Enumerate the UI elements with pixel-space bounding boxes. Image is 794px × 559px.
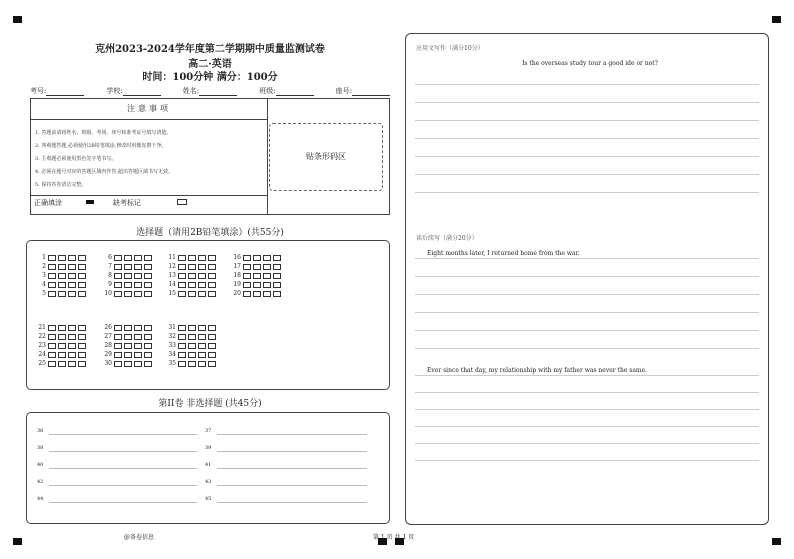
question-row-27	[103, 333, 152, 340]
question-number: 30	[104, 360, 112, 367]
option-bubble-1-C[interactable]	[68, 255, 76, 261]
option-bubble-24-D[interactable]	[78, 352, 86, 358]
question-number: 31	[168, 324, 176, 331]
question-number: 27	[104, 333, 112, 340]
option-bubble-8-A[interactable]	[114, 273, 122, 279]
answer-number: 41	[205, 462, 212, 468]
option-bubble-2-C[interactable]	[68, 264, 76, 270]
answer-line-45[interactable]	[217, 502, 367, 503]
option-bubble-2-A[interactable]	[48, 264, 56, 270]
option-bubble-31-A[interactable]	[178, 325, 186, 331]
writing-line[interactable]	[415, 443, 759, 444]
option-bubble-16-C[interactable]	[263, 255, 271, 261]
option-bubble-30-D[interactable]	[144, 361, 152, 367]
notice-item: 3. 主观题必须使用黑色签字笔书写。	[35, 156, 117, 162]
question-row-20	[232, 290, 281, 297]
option-bubble-17-B[interactable]	[253, 264, 261, 270]
option-bubble-29-D[interactable]	[144, 352, 152, 358]
option-bubble-26-C[interactable]	[134, 325, 142, 331]
option-bubble-11-C[interactable]	[198, 255, 206, 261]
option-bubble-6-C[interactable]	[134, 255, 142, 261]
question-row-15	[167, 290, 216, 297]
option-bubble-32-D[interactable]	[208, 334, 216, 340]
answer-number: 43	[205, 479, 212, 485]
option-bubble-20-C[interactable]	[263, 291, 271, 297]
option-bubble-21-C[interactable]	[68, 325, 76, 331]
option-bubble-4-C[interactable]	[68, 282, 76, 288]
question-number: 20	[233, 290, 241, 297]
option-bubble-9-B[interactable]	[124, 282, 132, 288]
exam-subtitle: 高二·英语	[188, 59, 232, 70]
option-bubble-27-A[interactable]	[114, 334, 122, 340]
option-bubble-23-B[interactable]	[58, 343, 66, 349]
option-bubble-29-A[interactable]	[114, 352, 122, 358]
question-number: 3	[42, 272, 46, 279]
option-bubble-32-A[interactable]	[178, 334, 186, 340]
option-bubble-20-A[interactable]	[243, 291, 251, 297]
applied-writing-prompt: Is the overseas study tour a good ide or not?	[522, 60, 658, 67]
option-bubble-18-C[interactable]	[263, 273, 271, 279]
option-bubble-22-D[interactable]	[78, 334, 86, 340]
question-row-13	[167, 272, 216, 279]
answer-line-42[interactable]	[49, 485, 197, 486]
question-row-18	[232, 272, 281, 279]
option-bubble-17-A[interactable]	[243, 264, 251, 270]
correct-fill-sample	[86, 200, 94, 204]
option-bubble-27-C[interactable]	[134, 334, 142, 340]
writing-line[interactable]	[415, 409, 759, 410]
info-field-name[interactable]: 姓名:	[183, 86, 237, 96]
option-bubble-4-A[interactable]	[48, 282, 56, 288]
footer-left: @备卷信息	[124, 534, 155, 541]
option-bubble-14-A[interactable]	[178, 282, 186, 288]
option-bubble-5-B[interactable]	[58, 291, 66, 297]
question-number: 18	[233, 272, 241, 279]
fill-example-row	[31, 191, 268, 214]
writing-line[interactable]	[415, 460, 759, 461]
question-row-2	[37, 263, 86, 270]
writing-line[interactable]	[415, 392, 759, 393]
writing-line[interactable]	[415, 312, 759, 313]
option-bubble-33-D[interactable]	[208, 343, 216, 349]
notice-body	[31, 119, 268, 196]
option-bubble-33-A[interactable]	[178, 343, 186, 349]
option-bubble-31-C[interactable]	[198, 325, 206, 331]
option-bubble-28-D[interactable]	[144, 343, 152, 349]
info-field-seat[interactable]: 座号:	[336, 86, 390, 96]
option-bubble-28-A[interactable]	[114, 343, 122, 349]
option-bubble-12-A[interactable]	[178, 264, 186, 270]
option-bubble-18-B[interactable]	[253, 273, 261, 279]
option-bubble-25-A[interactable]	[48, 361, 56, 367]
option-bubble-32-C[interactable]	[198, 334, 206, 340]
question-number: 11	[168, 254, 176, 261]
option-bubble-19-B[interactable]	[253, 282, 261, 288]
question-row-7	[103, 263, 152, 270]
option-bubble-7-B[interactable]	[124, 264, 132, 270]
option-bubble-5-D[interactable]	[78, 291, 86, 297]
option-bubble-8-B[interactable]	[124, 273, 132, 279]
question-row-11	[167, 254, 216, 261]
choice-section-title: 选择题（请用2B铅笔填涂）(共55分)	[136, 228, 284, 238]
question-number: 8	[108, 272, 112, 279]
question-row-5	[37, 290, 86, 297]
notice-header: 注意事项	[31, 99, 268, 120]
answer-number: 38	[37, 445, 44, 451]
applied-writing-title: 应用文写作（满分10分）	[416, 45, 484, 52]
question-number: 13	[168, 272, 176, 279]
option-bubble-12-C[interactable]	[198, 264, 206, 270]
question-row-21	[37, 324, 86, 331]
absent-checkbox[interactable]	[177, 199, 187, 205]
option-bubble-5-A[interactable]	[48, 291, 56, 297]
question-number: 24	[38, 351, 46, 358]
question-number: 10	[104, 290, 112, 297]
choice-answer-box	[26, 240, 390, 390]
question-number: 34	[168, 351, 176, 358]
option-bubble-1-B[interactable]	[58, 255, 66, 261]
option-bubble-33-B[interactable]	[188, 343, 196, 349]
corner-mark-tl	[13, 16, 22, 23]
option-bubble-13-D[interactable]	[208, 273, 216, 279]
option-bubble-11-B[interactable]	[188, 255, 196, 261]
answer-line-40[interactable]	[49, 468, 197, 469]
question-number: 14	[168, 281, 176, 288]
answer-number: 40	[37, 462, 44, 468]
answer-line-38[interactable]	[49, 451, 197, 452]
question-number: 33	[168, 342, 176, 349]
option-bubble-9-A[interactable]	[114, 282, 122, 288]
option-bubble-16-A[interactable]	[243, 255, 251, 261]
answer-line-36[interactable]	[49, 434, 197, 435]
writing-line[interactable]	[415, 102, 759, 103]
notice-item: 4. 必须在题号对应的答题区域内作答,超出答题区域书写无效。	[35, 169, 173, 175]
option-bubble-16-D[interactable]	[273, 255, 281, 261]
question-number: 5	[42, 290, 46, 297]
question-number: 35	[168, 360, 176, 367]
writing-line[interactable]	[415, 294, 759, 295]
option-bubble-26-B[interactable]	[124, 325, 132, 331]
question-row-24	[37, 351, 86, 358]
option-bubble-25-C[interactable]	[68, 361, 76, 367]
question-row-33	[167, 342, 216, 349]
writing-line[interactable]	[415, 426, 759, 427]
answer-number: 44	[37, 496, 44, 502]
option-bubble-15-C[interactable]	[198, 291, 206, 297]
notice-item: 5. 保持答卷清洁完整。	[35, 182, 87, 188]
option-bubble-18-D[interactable]	[273, 273, 281, 279]
option-bubble-22-A[interactable]	[48, 334, 56, 340]
correct-fill-label: 正确填涂	[34, 199, 62, 207]
option-bubble-20-B[interactable]	[253, 291, 261, 297]
option-bubble-11-A[interactable]	[178, 255, 186, 261]
writing-line[interactable]	[415, 120, 759, 121]
option-bubble-34-C[interactable]	[198, 352, 206, 358]
option-bubble-24-A[interactable]	[48, 352, 56, 358]
option-bubble-3-D[interactable]	[78, 273, 86, 279]
option-bubble-31-B[interactable]	[188, 325, 196, 331]
question-row-4	[37, 281, 86, 288]
question-row-19	[232, 281, 281, 288]
option-bubble-34-A[interactable]	[178, 352, 186, 358]
option-bubble-5-C[interactable]	[68, 291, 76, 297]
option-bubble-8-C[interactable]	[134, 273, 142, 279]
answer-number: 36	[37, 428, 44, 434]
option-bubble-11-D[interactable]	[208, 255, 216, 261]
option-bubble-6-D[interactable]	[144, 255, 152, 261]
exam-time-score: 时间：100分钟 满分：100分	[142, 72, 278, 83]
option-bubble-15-D[interactable]	[208, 291, 216, 297]
question-row-30	[103, 360, 152, 367]
option-bubble-12-B[interactable]	[188, 264, 196, 270]
option-bubble-3-B[interactable]	[58, 273, 66, 279]
option-bubble-24-C[interactable]	[68, 352, 76, 358]
question-number: 22	[38, 333, 46, 340]
option-bubble-21-D[interactable]	[78, 325, 86, 331]
option-bubble-18-A[interactable]	[243, 273, 251, 279]
question-row-35	[167, 360, 216, 367]
option-bubble-9-D[interactable]	[144, 282, 152, 288]
option-bubble-24-B[interactable]	[58, 352, 66, 358]
corner-mark-br	[772, 538, 781, 545]
option-bubble-6-A[interactable]	[114, 255, 122, 261]
question-number: 32	[168, 333, 176, 340]
option-bubble-14-C[interactable]	[198, 282, 206, 288]
option-bubble-17-D[interactable]	[273, 264, 281, 270]
option-bubble-23-D[interactable]	[78, 343, 86, 349]
question-number: 1	[42, 254, 46, 261]
option-bubble-7-D[interactable]	[144, 264, 152, 270]
answer-number: 39	[205, 445, 212, 451]
option-bubble-15-A[interactable]	[178, 291, 186, 297]
question-row-16	[232, 254, 281, 261]
option-bubble-10-A[interactable]	[114, 291, 122, 297]
option-bubble-1-D[interactable]	[78, 255, 86, 261]
option-bubble-19-C[interactable]	[263, 282, 271, 288]
option-bubble-12-D[interactable]	[208, 264, 216, 270]
question-row-26	[103, 324, 152, 331]
info-row	[30, 86, 390, 96]
writing-box	[405, 33, 769, 525]
option-bubble-10-C[interactable]	[134, 291, 142, 297]
option-bubble-2-D[interactable]	[78, 264, 86, 270]
option-bubble-3-C[interactable]	[68, 273, 76, 279]
writing-line[interactable]	[415, 258, 759, 259]
continuation-para1: Eight months later, I returned home from the war.	[427, 250, 580, 257]
option-bubble-4-B[interactable]	[58, 282, 66, 288]
option-bubble-35-A[interactable]	[178, 361, 186, 367]
notice-item: 1. 答题前请将姓名、班级、考场、座号和准考证号填写清楚。	[35, 130, 172, 136]
nonchoice-section-title: 第II卷 非选择题 (共45分)	[158, 399, 262, 409]
answer-line-43[interactable]	[217, 485, 367, 486]
question-row-22	[37, 333, 86, 340]
option-bubble-10-D[interactable]	[144, 291, 152, 297]
option-bubble-30-C[interactable]	[134, 361, 142, 367]
option-bubble-31-D[interactable]	[208, 325, 216, 331]
question-number: 16	[233, 254, 241, 261]
question-row-23	[37, 342, 86, 349]
option-bubble-28-B[interactable]	[124, 343, 132, 349]
question-row-31	[167, 324, 216, 331]
option-bubble-21-A[interactable]	[48, 325, 56, 331]
option-bubble-3-A[interactable]	[48, 273, 56, 279]
question-number: 19	[233, 281, 241, 288]
info-field-school[interactable]: 学校:	[106, 86, 160, 96]
question-row-17	[232, 263, 281, 270]
option-bubble-33-C[interactable]	[198, 343, 206, 349]
question-row-1	[37, 254, 86, 261]
question-number: 7	[108, 263, 112, 270]
option-bubble-7-A[interactable]	[114, 264, 122, 270]
question-number: 17	[233, 263, 241, 270]
option-bubble-13-B[interactable]	[188, 273, 196, 279]
option-bubble-25-B[interactable]	[58, 361, 66, 367]
option-bubble-34-B[interactable]	[188, 352, 196, 358]
question-number: 25	[38, 360, 46, 367]
question-number: 28	[104, 342, 112, 349]
question-row-3	[37, 272, 86, 279]
option-bubble-26-D[interactable]	[144, 325, 152, 331]
nonchoice-answer-box	[26, 412, 390, 524]
option-bubble-6-B[interactable]	[124, 255, 132, 261]
option-bubble-23-A[interactable]	[48, 343, 56, 349]
question-row-9	[103, 281, 152, 288]
writing-line[interactable]	[415, 192, 759, 193]
answer-line-41[interactable]	[217, 468, 367, 469]
option-bubble-17-C[interactable]	[263, 264, 271, 270]
question-number: 2	[42, 263, 46, 270]
writing-line[interactable]	[415, 348, 759, 349]
writing-line[interactable]	[415, 84, 759, 85]
option-bubble-22-B[interactable]	[58, 334, 66, 340]
barcode-area: 贴条形码区	[269, 123, 383, 191]
question-number: 4	[42, 281, 46, 288]
question-row-14	[167, 281, 216, 288]
option-bubble-22-C[interactable]	[68, 334, 76, 340]
answer-line-37[interactable]	[217, 434, 367, 435]
option-bubble-23-C[interactable]	[68, 343, 76, 349]
question-row-10	[103, 290, 152, 297]
option-bubble-19-D[interactable]	[273, 282, 281, 288]
writing-line[interactable]	[415, 276, 759, 277]
question-number: 9	[108, 281, 112, 288]
option-bubble-14-D[interactable]	[208, 282, 216, 288]
option-bubble-35-B[interactable]	[188, 361, 196, 367]
answer-line-44[interactable]	[49, 502, 197, 503]
writing-line[interactable]	[415, 330, 759, 331]
option-bubble-20-D[interactable]	[273, 291, 281, 297]
writing-line[interactable]	[415, 138, 759, 139]
question-number: 26	[104, 324, 112, 331]
continuation-para2: Ever since that day, my relationship with my father was never the same.	[427, 367, 648, 374]
option-bubble-15-B[interactable]	[188, 291, 196, 297]
option-bubble-27-D[interactable]	[144, 334, 152, 340]
option-bubble-21-B[interactable]	[58, 325, 66, 331]
corner-mark-bl	[13, 538, 22, 545]
question-row-29	[103, 351, 152, 358]
option-bubble-13-C[interactable]	[198, 273, 206, 279]
option-bubble-13-A[interactable]	[178, 273, 186, 279]
option-bubble-26-A[interactable]	[114, 325, 122, 331]
option-bubble-9-C[interactable]	[134, 282, 142, 288]
option-bubble-19-A[interactable]	[243, 282, 251, 288]
option-bubble-34-D[interactable]	[208, 352, 216, 358]
question-row-12	[167, 263, 216, 270]
answer-line-39[interactable]	[217, 451, 367, 452]
question-number: 21	[38, 324, 46, 331]
writing-line[interactable]	[415, 174, 759, 175]
option-bubble-30-A[interactable]	[114, 361, 122, 367]
info-field-exam-no[interactable]: 考号:	[30, 86, 84, 96]
question-row-34	[167, 351, 216, 358]
writing-line[interactable]	[415, 156, 759, 157]
absent-label: 缺考标记	[113, 199, 141, 207]
question-row-25	[37, 360, 86, 367]
option-bubble-14-B[interactable]	[188, 282, 196, 288]
continuation-title: 读后续写（满分20分）	[416, 235, 478, 242]
option-bubble-16-B[interactable]	[253, 255, 261, 261]
option-bubble-4-D[interactable]	[78, 282, 86, 288]
footer-page: 第 1 页 共 1 页	[373, 534, 415, 541]
answer-number: 42	[37, 479, 44, 485]
option-bubble-1-A[interactable]	[48, 255, 56, 261]
option-bubble-25-D[interactable]	[78, 361, 86, 367]
question-number: 12	[168, 263, 176, 270]
option-bubble-32-B[interactable]	[188, 334, 196, 340]
answer-number: 37	[205, 428, 212, 434]
option-bubble-29-B[interactable]	[124, 352, 132, 358]
option-bubble-35-D[interactable]	[208, 361, 216, 367]
option-bubble-7-C[interactable]	[134, 264, 142, 270]
question-row-28	[103, 342, 152, 349]
writing-line[interactable]	[415, 375, 759, 376]
question-row-32	[167, 333, 216, 340]
option-bubble-10-B[interactable]	[124, 291, 132, 297]
notice-item: 2. 客观题答题,必须使用2B铅笔填涂,修改时用橡皮擦干净。	[35, 143, 167, 149]
option-bubble-28-C[interactable]	[134, 343, 142, 349]
question-row-6	[103, 254, 152, 261]
question-number: 15	[168, 290, 176, 297]
option-bubble-30-B[interactable]	[124, 361, 132, 367]
option-bubble-27-B[interactable]	[124, 334, 132, 340]
option-bubble-29-C[interactable]	[134, 352, 142, 358]
option-bubble-35-C[interactable]	[198, 361, 206, 367]
option-bubble-8-D[interactable]	[144, 273, 152, 279]
answer-number: 45	[205, 496, 212, 502]
question-number: 23	[38, 342, 46, 349]
exam-title: 克州2023-2024学年度第二学期期中质量监测试卷	[95, 44, 325, 55]
corner-mark-tr	[772, 16, 781, 23]
info-field-class[interactable]: 班级:	[259, 86, 313, 96]
notice-box	[30, 98, 390, 215]
option-bubble-2-B[interactable]	[58, 264, 66, 270]
question-number: 29	[104, 351, 112, 358]
question-number: 6	[108, 254, 112, 261]
question-row-8	[103, 272, 152, 279]
